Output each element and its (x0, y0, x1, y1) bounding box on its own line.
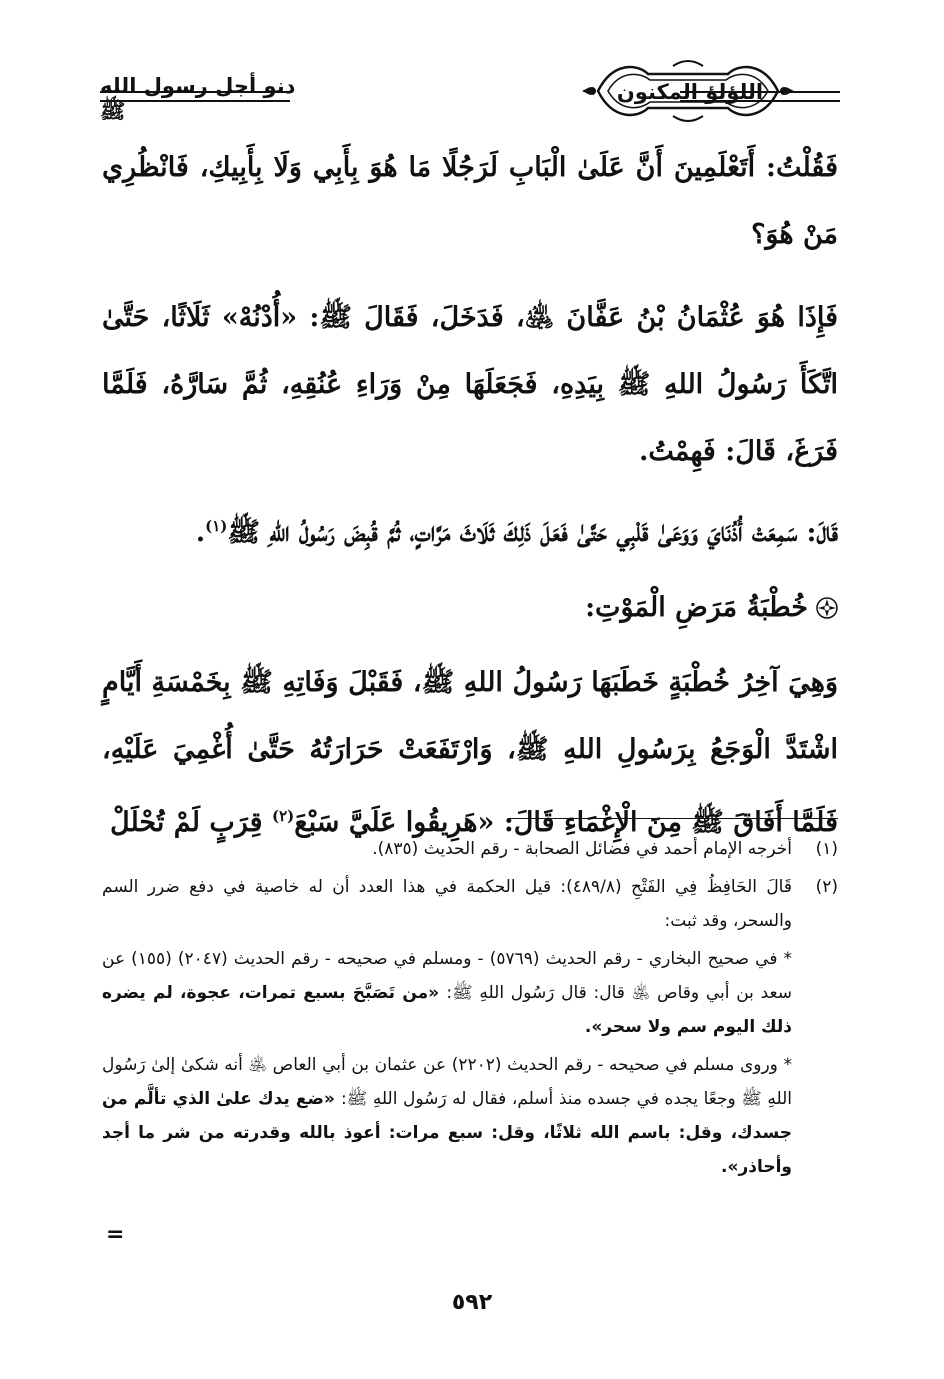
running-title: دنو أجل رسول الله ﷺ (100, 74, 296, 123)
footnote-ref-2[interactable]: (٢) (272, 807, 295, 825)
section-heading (102, 574, 838, 641)
paragraph-2: فَإِذَا هُوَ عُثْمَانُ بْنُ عَفَّانَ ﵁، فَدَخَلَ، فَقَالَ ﷺ: «أُدْنُهْ» ثَلَاثًا، حَتَّىٰ اتَّكَأَ رَسُولُ اللهِ ﷺ بِيَدِهِ، فَجَعَلَهَا مِنْ وَرَاءِ عُنُقِهِ، ثُمَّ سَارَّهُ، فَلَمَّا فَرَغَ، قَالَ: فَهِمْتُ. (102, 302, 838, 467)
continued-mark: = (106, 1222, 125, 1247)
paragraph-4 (102, 649, 838, 856)
paragraph-1: فَقُلْتُ: أَتَعْلَمِينَ أَنَّ عَلَىٰ الْبَابِ لَرَجُلًا مَا هُوَ بِأَبِي وَلَا بِأَبِيكِ، فَانْظُرِي مَنْ هُوَ؟ (102, 152, 838, 250)
footnote-divider (508, 818, 838, 819)
footnotes (102, 832, 838, 1188)
page-number: ٥٩٢ (451, 1290, 493, 1315)
quote-continue: قِرَبٍ لَمْ تُحْلَلْ (110, 807, 263, 838)
quote-start: «هَرِيقُوا عَلَيَّ سَبْعَ (294, 807, 495, 838)
footnote-number: (٢) (815, 877, 838, 897)
paragraph-3-end: . (195, 517, 206, 548)
footnote-2 (102, 870, 838, 938)
footnote-number: (١) (815, 839, 838, 859)
main-text (102, 134, 838, 856)
paragraph-3-text: قَالَ: سَمِعَتْ أُذُنَايَ وَوَعَىٰ قَلْبِي حَتَّىٰ فَعَلَ ذَلِكَ ثَلَاثَ مَرَّاتٍ، ثُمَّ قُبِضَ رَسُولُ اللهِ ﷺ (227, 517, 838, 548)
footnote-2-bukhari (102, 942, 792, 1044)
footnote-text: قَالَ الحَافِظُ فِي الفَتْحِ (٤٨٩/٨): قيل الحكمة في هذا العدد أن له خاصية في دفع ضرر السم والسحر، وقد ثبت: (102, 877, 792, 931)
footnote-1 (102, 832, 838, 866)
book-title: اللؤلؤ المكنون (616, 80, 764, 104)
footnote-sub-quote: «ضع يدك علىٰ الذي تألَّم من جسدك، وقل: باسم الله ثلاثًا، وقل: سبع مرات: أعوذ بالله وقدرته من شر ما أجد وأحاذر». (102, 1089, 792, 1177)
section-heading-text: خُطْبَةُ مَرَضِ الْمَوْتِ: (585, 592, 808, 623)
footnote-sub-text: * وروى مسلم في صحيحه - رقم الحديث (٢٢٠٢) عن عثمان بن أبي العاص ﵁ أنه شكىٰ إلىٰ رَسُول اللهِ ﷺ وجعًا يجده في جسده منذ أسلم، فقال له رَسُول اللهِ ﷺ: (102, 1055, 792, 1109)
footnote-ref-1[interactable]: (١) (205, 517, 228, 535)
flower-ornament-icon (816, 597, 838, 619)
footnote-sub-text: * في صحيح البخاري - رقم الحديث (٥٧٦٩) - ومسلم في صحيحه - رقم الحديث (٢٠٤٧) (١٥٥) عن سعد بن أبي وقاص ﵁ قال: قال رَسُول اللهِ ﷺ: (102, 949, 793, 1003)
paragraph-4-text: وَهِيَ آخِرُ خُطْبَةٍ خَطَبَهَا رَسُولُ اللهِ ﷺ، فَقَبْلَ وَفَاتِهِ ﷺ بِخَمْسَةِ أَيَّامٍ اشْتَدَّ الْوَجَعُ بِرَسُولِ اللهِ ﷺ، وَارْتَفَعَتْ حَرَارَتُهُ حَتَّىٰ أُغْمِيَ عَلَيْهِ، فَلَمَّا أَفَاقَ ﷺ مِنَ الْإِغْمَاءِ قَالَ: (102, 667, 838, 838)
footnote-text: أخرجه الإمام أحمد في فضائل الصحابة - رقم الحديث (٨٣٥). (372, 839, 792, 859)
page-header (100, 56, 840, 126)
paragraph-3 (102, 493, 838, 566)
footnote-2-muslim (102, 1048, 792, 1184)
footnote-sub-quote: «من تَصَبَّحَ بسبع تمرات، عجوة، لم يضره ذلك اليوم سم ولا سحر». (102, 983, 792, 1037)
